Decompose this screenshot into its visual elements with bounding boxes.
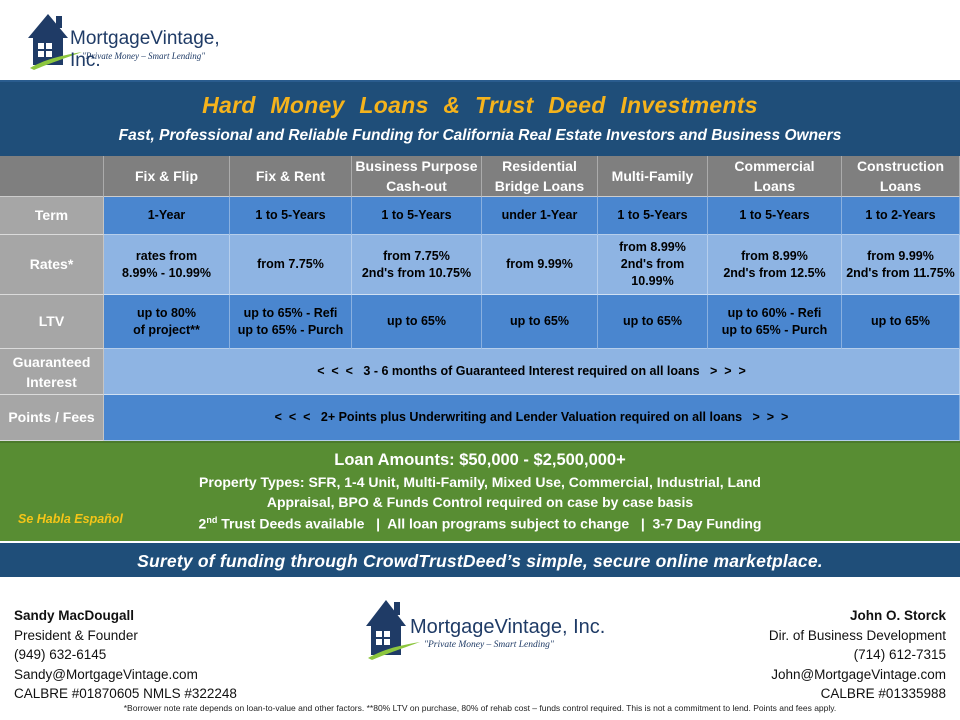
- table-row-rates: [0, 235, 960, 295]
- property-types: Property Types: SFR, 1-4 Unit, Multi-Family, Mixed Use, Commercial, Industrial, Land: [199, 474, 761, 490]
- table-cell: up to 65% - Refi up to 65% - Purch: [230, 295, 352, 349]
- table-cell: 1 to 5-Years: [230, 197, 352, 235]
- logo-top: [24, 8, 254, 70]
- contact-title: Dir. of Business Development: [768, 627, 946, 643]
- page-subtitle: Fast, Professional and Reliable Funding for California Real Estate Investors and Business Owners: [118, 127, 842, 144]
- header-corner: [0, 156, 104, 197]
- page-title: Hard Money Loans & Trust Deed Investments: [202, 92, 758, 118]
- table-cell: from 7.75%: [230, 235, 352, 295]
- row-label: Rates*: [0, 235, 104, 295]
- surety-banner: [0, 541, 960, 577]
- table-cell-span: < < < 3 - 6 months of Guaranteed Interest required on all loans > > >: [104, 349, 960, 395]
- table-cell: up to 65%: [842, 295, 960, 349]
- contact-title: President & Founder: [14, 627, 138, 643]
- brand-name: MortgageVintage, Inc.: [410, 616, 606, 638]
- table-cell: from 8.99% 2nd's from 10.99%: [598, 235, 708, 295]
- loan-program-table: [0, 156, 960, 441]
- table-cell: 1-Year: [104, 197, 230, 235]
- second-text: Trust Deeds available | All loan programs subject to change | 3-7 Day Funding: [217, 515, 762, 532]
- table-cell: 1 to 5-Years: [352, 197, 482, 235]
- table-row-ltv: [0, 295, 960, 349]
- column-header: Fix & Flip: [104, 156, 230, 197]
- brand-tagline: "Private Money – Smart Lending": [424, 640, 554, 650]
- table-cell: from 9.99% 2nd's from 11.75%: [842, 235, 960, 295]
- table-cell: up to 80% of project**: [104, 295, 230, 349]
- second-trust-deeds-note: [0, 515, 960, 532]
- table-cell: 1 to 5-Years: [598, 197, 708, 235]
- table-row-points-fees: [0, 395, 960, 441]
- table-header-row: [0, 156, 960, 197]
- espanol-note: Se Habla Español: [18, 512, 123, 526]
- title-banner: [0, 80, 960, 156]
- row-label: Points / Fees: [0, 395, 104, 441]
- table-cell: from 7.75% 2nd's from 10.75%: [352, 235, 482, 295]
- brand-name: MortgageVintage, Inc.: [70, 28, 220, 71]
- contact-name: Sandy MacDougall: [14, 608, 135, 623]
- contact-email[interactable]: Sandy@MortgageVintage.com: [14, 666, 198, 682]
- table-cell: rates from 8.99% - 10.99%: [104, 235, 230, 295]
- table-cell: under 1-Year: [482, 197, 598, 235]
- row-label: Term: [0, 197, 104, 235]
- second-sup: nd: [206, 515, 218, 525]
- contact-license: CALBRE #01870605 NMLS #322248: [14, 686, 237, 701]
- table-cell: up to 60% - Refi up to 65% - Purch: [708, 295, 842, 349]
- table-cell: from 8.99% 2nd's from 12.5%: [708, 235, 842, 295]
- column-header: Commercial Loans: [708, 156, 842, 197]
- footnote: *Borrower note rate depends on loan-to-value and other factors. **80% LTV on purchase, 80% of rehab cost – funds control required. This is not a commitment to lend. Points and fees apply.: [123, 703, 837, 713]
- surety-text: Surety of funding through CrowdTrustDeed’s simple, secure online marketplace.: [137, 551, 823, 571]
- loan-details-section: [0, 441, 960, 541]
- row-label: Guaranteed Interest: [0, 349, 104, 395]
- table-cell: up to 65%: [352, 295, 482, 349]
- contact-name: John O. Storck: [849, 608, 946, 623]
- contact-email[interactable]: John@MortgageVintage.com: [771, 666, 946, 682]
- row-label: LTV: [0, 295, 104, 349]
- table-row-guaranteed-interest: [0, 349, 960, 395]
- contact-right: [769, 606, 946, 704]
- column-header: Construction Loans: [842, 156, 960, 197]
- contact-phone: (714) 612-7315: [853, 647, 946, 662]
- column-header: Fix & Rent: [230, 156, 352, 197]
- table-cell: 1 to 2-Years: [842, 197, 960, 235]
- table-cell: from 9.99%: [482, 235, 598, 295]
- contact-phone: (949) 632-6145: [14, 647, 107, 662]
- column-header: Residential Bridge Loans: [482, 156, 598, 197]
- brand-tagline: "Private Money – Smart Lending": [82, 51, 206, 61]
- second-num: 2: [198, 515, 207, 532]
- loan-amounts: Loan Amounts: $50,000 - $2,500,000+: [334, 451, 626, 469]
- contact-left: [14, 606, 237, 704]
- table-cell-span: < < < 2+ Points plus Underwriting and Lender Valuation required on all loans > > >: [104, 395, 960, 441]
- table-cell: up to 65%: [482, 295, 598, 349]
- column-header: Multi-Family: [598, 156, 708, 197]
- appraisal-note: Appraisal, BPO & Funds Control required on case by case basis: [266, 494, 694, 510]
- table-cell: up to 65%: [598, 295, 708, 349]
- contact-license: CALBRE #01335988: [820, 686, 946, 701]
- logo-bottom: [362, 594, 612, 660]
- column-header: Business Purpose Cash-out: [352, 156, 482, 197]
- table-row-term: [0, 197, 960, 235]
- table-cell: 1 to 5-Years: [708, 197, 842, 235]
